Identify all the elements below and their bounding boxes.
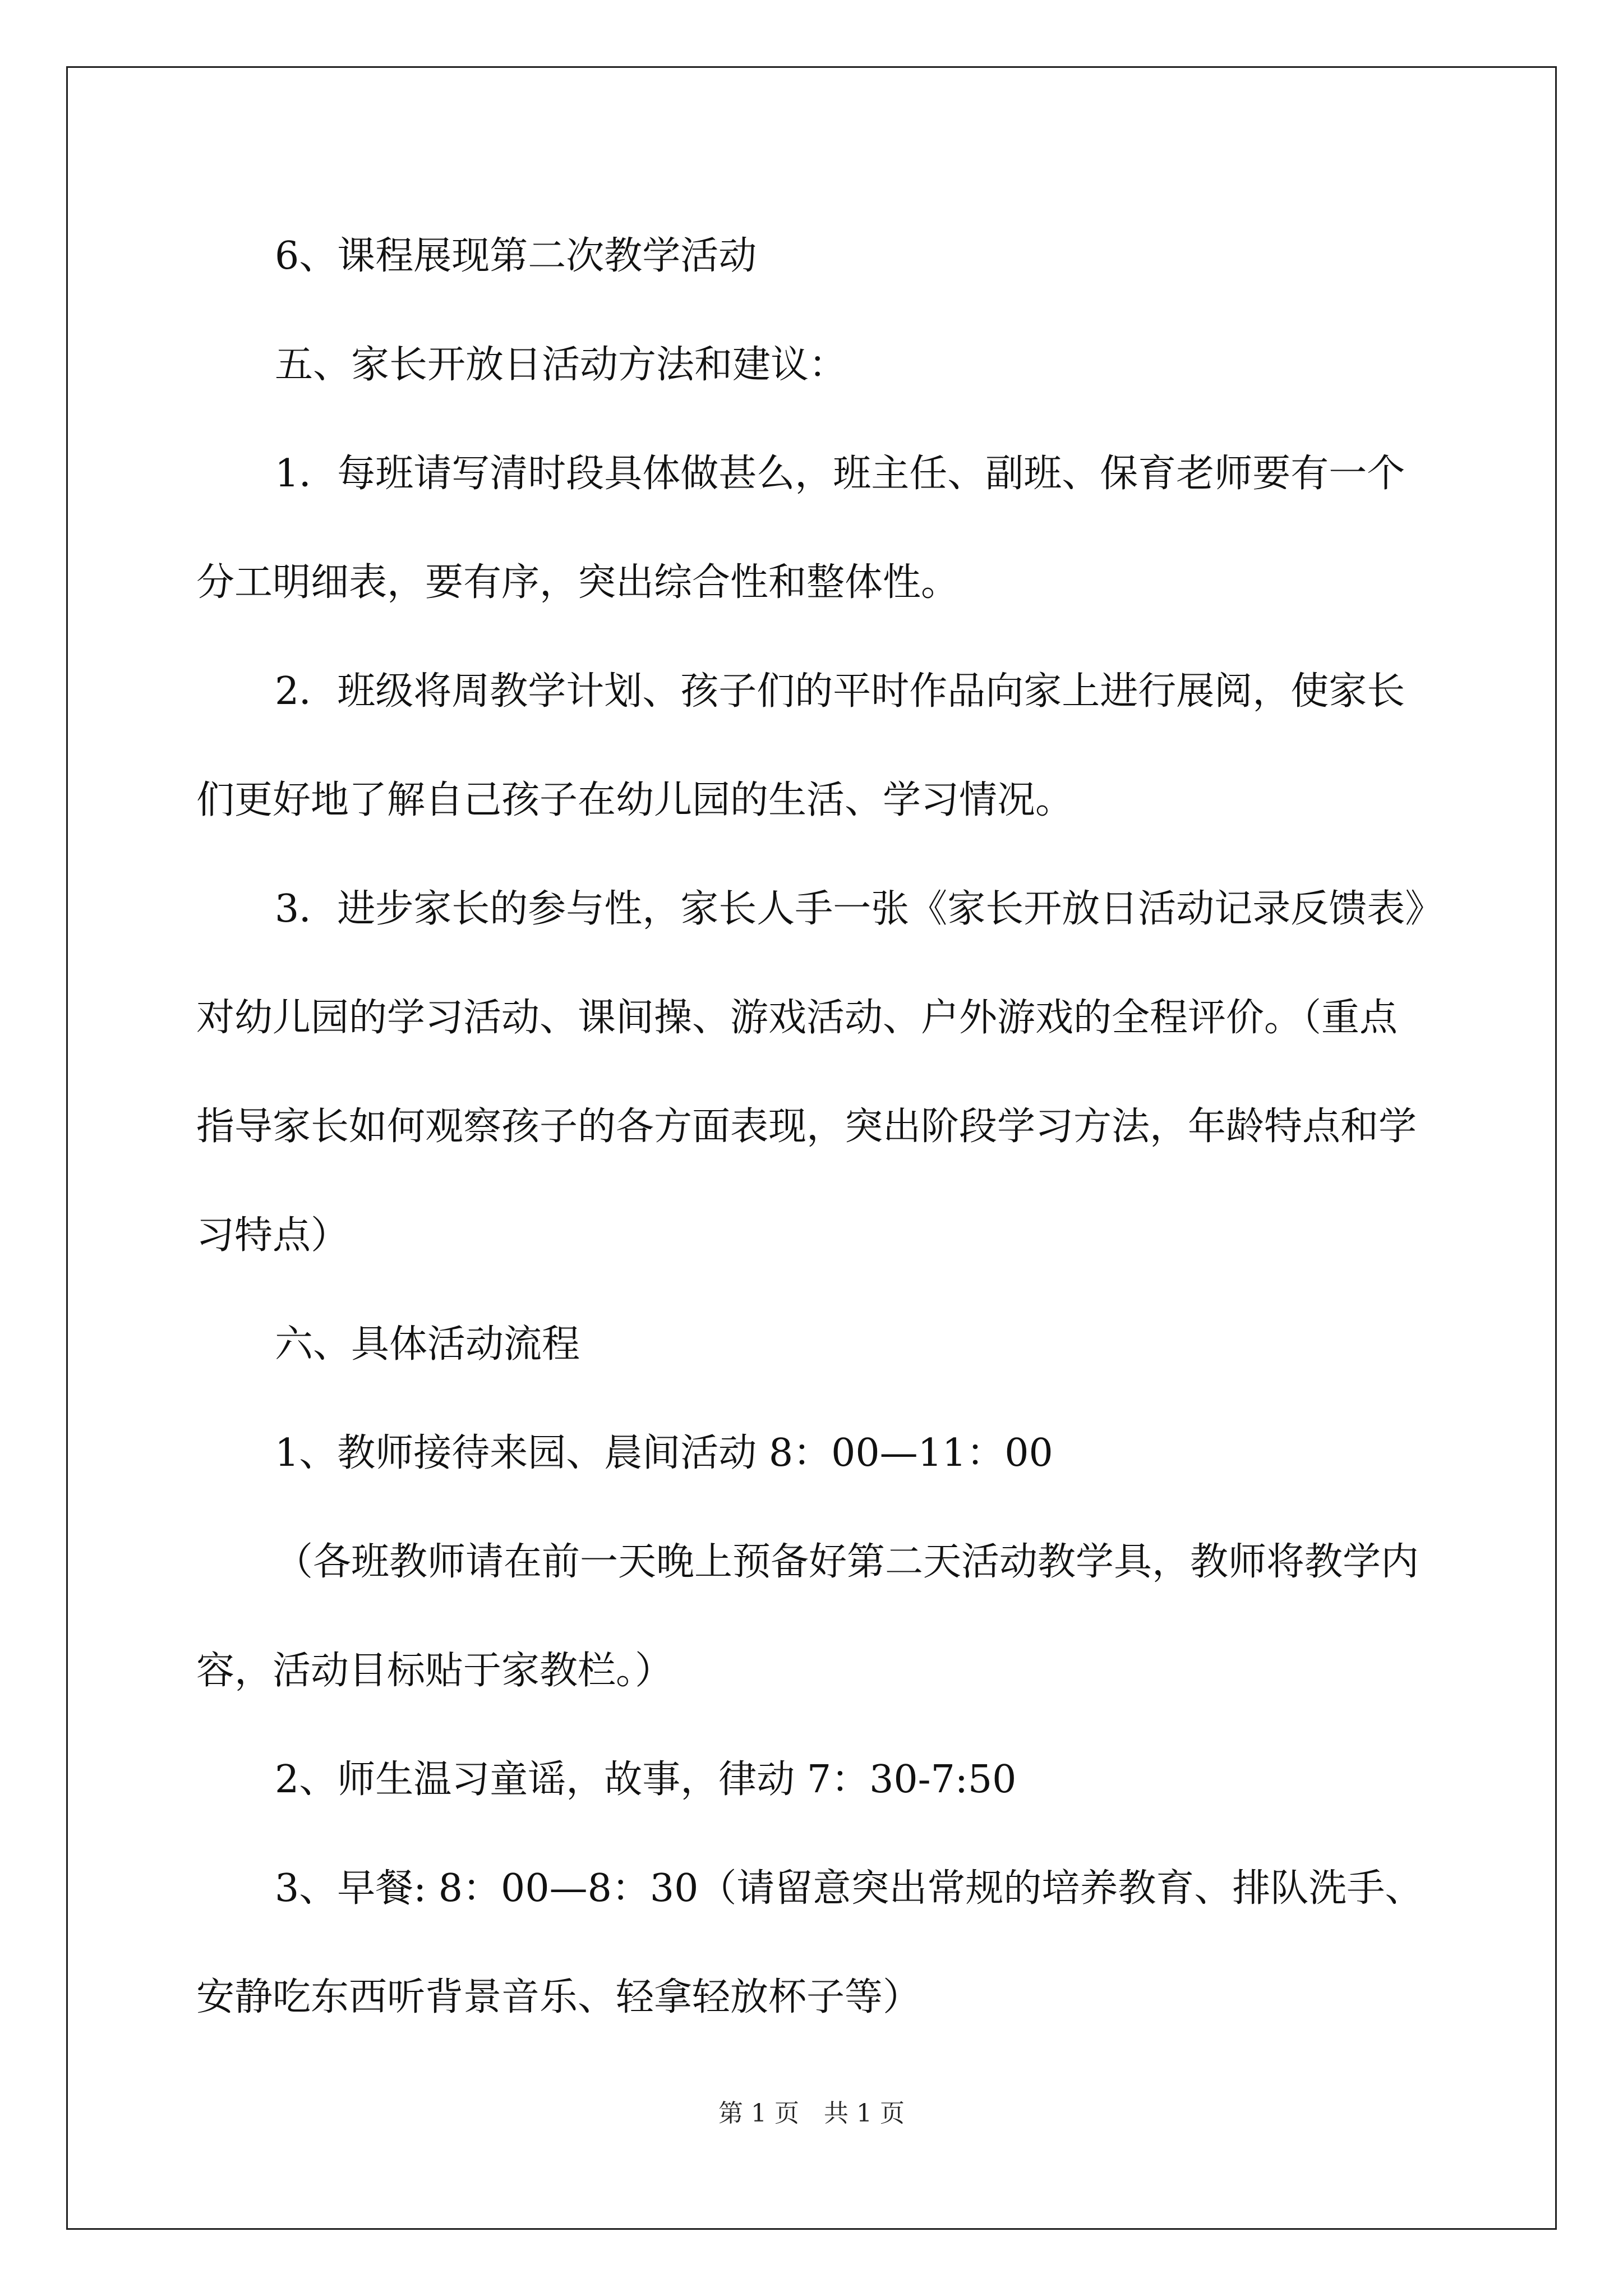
paragraph-9: 2、师生温习童谣，故事，律动 7：30-7:50 — [275, 1757, 1017, 1802]
paragraph-2: 五、家长开放日活动方法和建议： — [275, 343, 847, 387]
paragraph-6: 六、具体活动流程 — [275, 1322, 580, 1366]
paragraph-10: 3、早餐: 8：00—8：30（请留意突出常规的培养教育、排队洗手、安静吃东西听背景音乐、轻拿轻放杯子等） — [196, 1866, 1423, 2019]
paragraph-7: 1、教师接待来园、晨间活动 8：00—11：00 — [275, 1431, 1053, 1475]
paragraph-1: 6、课程展现第二次教学活动 — [275, 234, 757, 278]
paragraph-5: 3．进步家长的参与性，家长人手一张《家长开放日活动记录反馈表》对幼儿园的学习活动、课间操、游戏活动、户外游戏的全程评价。（重点指导家长如何观察孩子的各方面表现，突出阶段学习方法，年龄特点和学习特点） — [196, 887, 1424, 1258]
paragraph-3: 1．每班请写清时段具体做甚么，班主任、副班、保育老师要有一个分工明细表，要有序，突出综合性和整体性。 — [196, 452, 1405, 605]
paragraph-4: 2．班级将周教学计划、孩子们的平时作品向家上进行展阅，使家长们更好地了解自己孩子在幼儿园的生活、学习情况。 — [196, 669, 1405, 822]
paragraph-8: （各班教师请在前一天晚上预备好第二天活动教学具，教师将教学内容，活动目标贴于家教栏。） — [196, 1540, 1419, 1693]
document-body — [196, 202, 1430, 2052]
page-footer: 第 1 页 共 1 页 — [718, 2099, 905, 2128]
